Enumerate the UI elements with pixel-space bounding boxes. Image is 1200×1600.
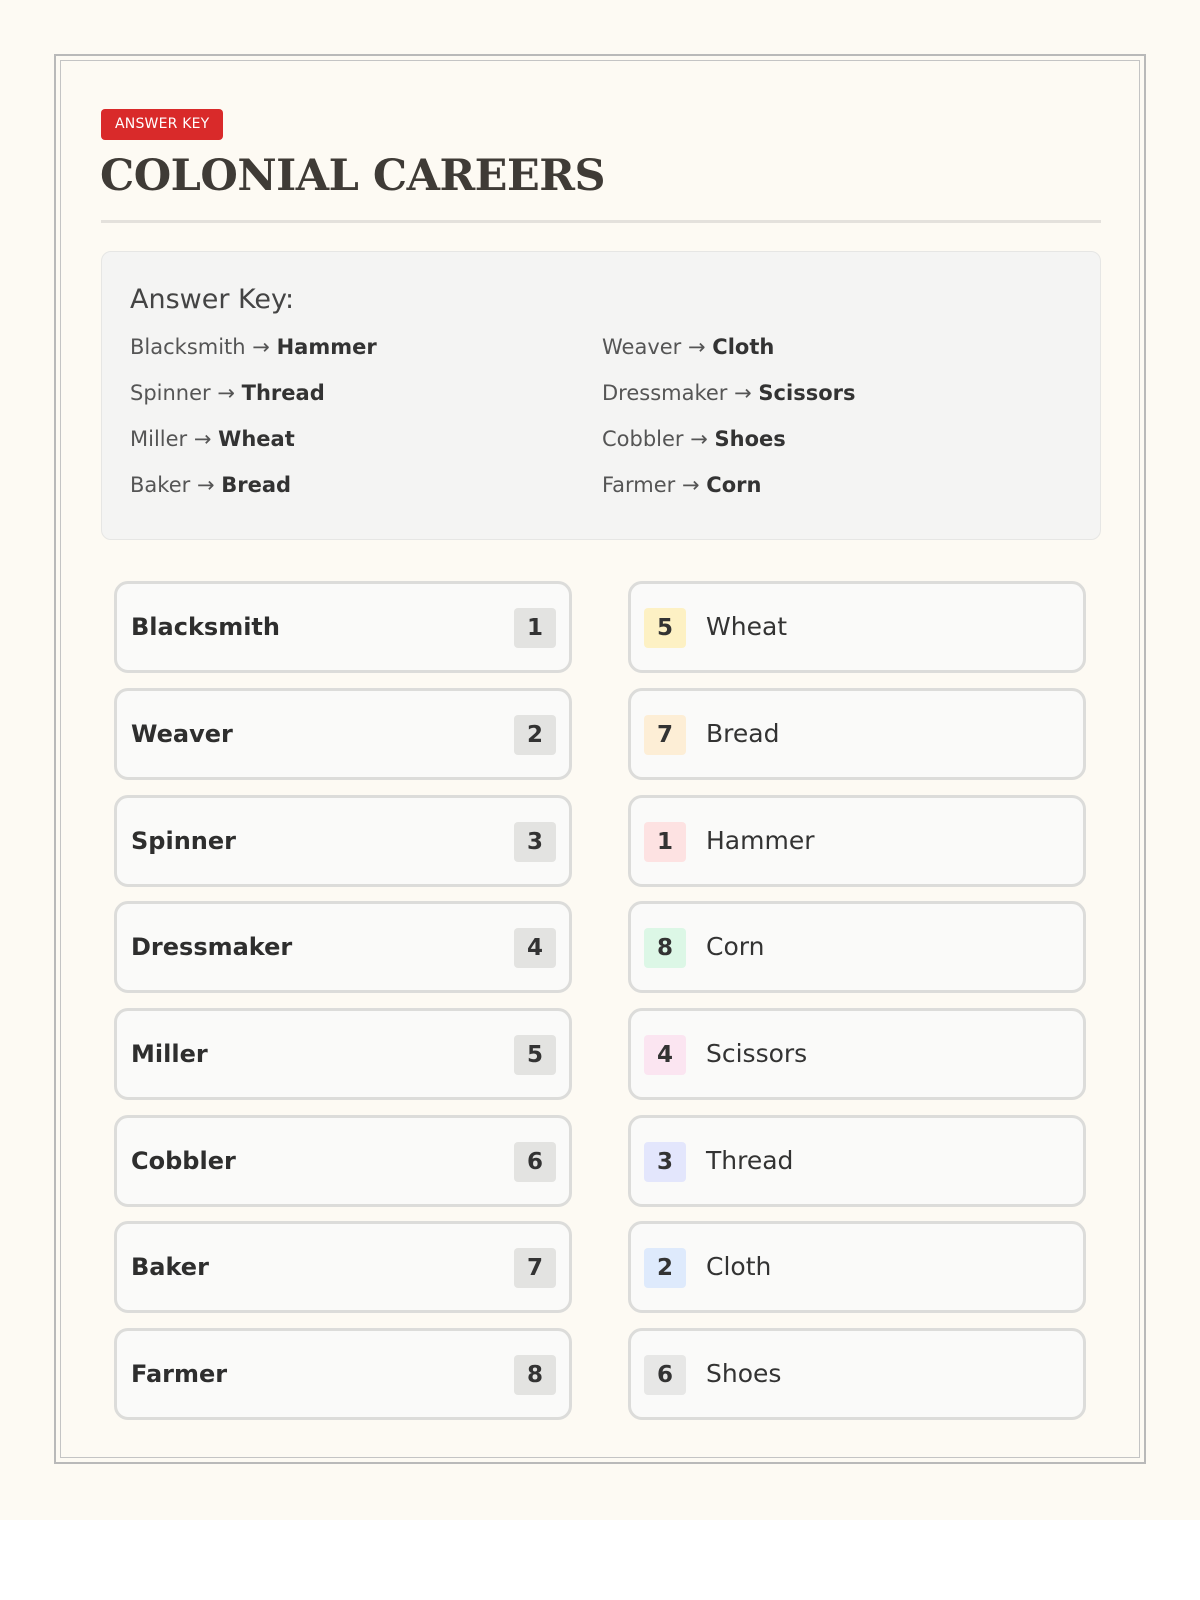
job-number: 8	[514, 1355, 556, 1395]
arrow-icon: →	[193, 427, 212, 451]
answer-key-heading: Answer Key:	[130, 284, 295, 315]
job-card[interactable]	[114, 1008, 572, 1100]
key-job: Spinner	[130, 381, 211, 405]
item-number: 6	[644, 1355, 686, 1395]
arrow-icon: →	[196, 473, 215, 497]
item-number: 8	[644, 928, 686, 968]
job-number: 4	[514, 928, 556, 968]
arrow-icon: →	[690, 427, 708, 451]
job-card[interactable]	[114, 1115, 572, 1207]
answer-key-panel	[101, 251, 1101, 540]
arrow-icon: →	[681, 473, 700, 497]
key-job: Weaver	[602, 335, 682, 359]
key-tool: Wheat	[218, 427, 295, 451]
job-card[interactable]	[114, 901, 572, 993]
job-number: 3	[514, 822, 556, 862]
item-number: 7	[644, 715, 686, 755]
job-card[interactable]	[114, 688, 572, 780]
key-tool: Thread	[241, 381, 325, 405]
item-label: Bread	[706, 719, 780, 748]
item-label: Cloth	[706, 1252, 772, 1281]
key-tool: Scissors	[758, 381, 856, 405]
arrow-icon: →	[734, 381, 752, 405]
arrow-icon: →	[688, 335, 706, 359]
job-card[interactable]	[114, 795, 572, 887]
title-divider	[101, 220, 1101, 223]
arrow-icon: →	[217, 381, 235, 405]
key-pair	[602, 471, 761, 499]
item-label: Hammer	[706, 826, 815, 855]
key-tool: Corn	[706, 473, 762, 497]
job-label: Cobbler	[131, 1147, 236, 1175]
item-label: Shoes	[706, 1359, 782, 1388]
item-card[interactable]	[628, 1221, 1086, 1313]
answer-key-badge: ANSWER KEY	[101, 109, 223, 140]
page-title: COLONIAL CAREERS	[100, 151, 606, 201]
item-card[interactable]	[628, 1115, 1086, 1207]
key-tool: Hammer	[276, 335, 377, 359]
key-job: Farmer	[602, 473, 676, 497]
job-label: Spinner	[131, 827, 236, 855]
item-card[interactable]	[628, 581, 1086, 673]
item-number: 4	[644, 1035, 686, 1075]
job-number: 5	[514, 1035, 556, 1075]
job-number: 7	[514, 1248, 556, 1288]
item-number: 5	[644, 608, 686, 648]
key-job: Cobbler	[602, 427, 684, 451]
key-job: Miller	[130, 427, 188, 451]
arrow-icon: →	[252, 335, 270, 359]
job-label: Miller	[131, 1040, 208, 1068]
key-tool: Shoes	[714, 427, 786, 451]
item-card[interactable]	[628, 901, 1086, 993]
key-pair	[130, 471, 291, 499]
key-pair	[602, 425, 786, 453]
job-label: Farmer	[131, 1360, 228, 1388]
job-label: Weaver	[131, 720, 233, 748]
item-label: Corn	[706, 932, 765, 961]
item-label: Scissors	[706, 1039, 808, 1068]
item-number: 3	[644, 1142, 686, 1182]
item-number: 1	[644, 822, 686, 862]
key-pair	[602, 333, 774, 361]
job-number: 2	[514, 715, 556, 755]
item-card[interactable]	[628, 1328, 1086, 1420]
key-job: Baker	[130, 473, 191, 497]
job-label: Dressmaker	[131, 933, 293, 961]
key-job: Dressmaker	[602, 381, 728, 405]
item-number: 2	[644, 1248, 686, 1288]
item-card[interactable]	[628, 1008, 1086, 1100]
job-card[interactable]	[114, 1328, 572, 1420]
key-pair	[130, 333, 377, 361]
item-card[interactable]	[628, 795, 1086, 887]
key-pair	[602, 379, 855, 407]
item-label: Wheat	[706, 612, 788, 641]
job-card[interactable]	[114, 581, 572, 673]
key-pair	[130, 425, 295, 453]
item-label: Thread	[706, 1146, 794, 1175]
job-label: Baker	[131, 1253, 209, 1281]
key-tool: Bread	[221, 473, 292, 497]
key-pair	[130, 379, 325, 407]
job-label: Blacksmith	[131, 613, 280, 641]
job-number: 1	[514, 608, 556, 648]
key-job: Blacksmith	[130, 335, 246, 359]
key-tool: Cloth	[712, 335, 775, 359]
item-card[interactable]	[628, 688, 1086, 780]
job-card[interactable]	[114, 1221, 572, 1313]
job-number: 6	[514, 1142, 556, 1182]
